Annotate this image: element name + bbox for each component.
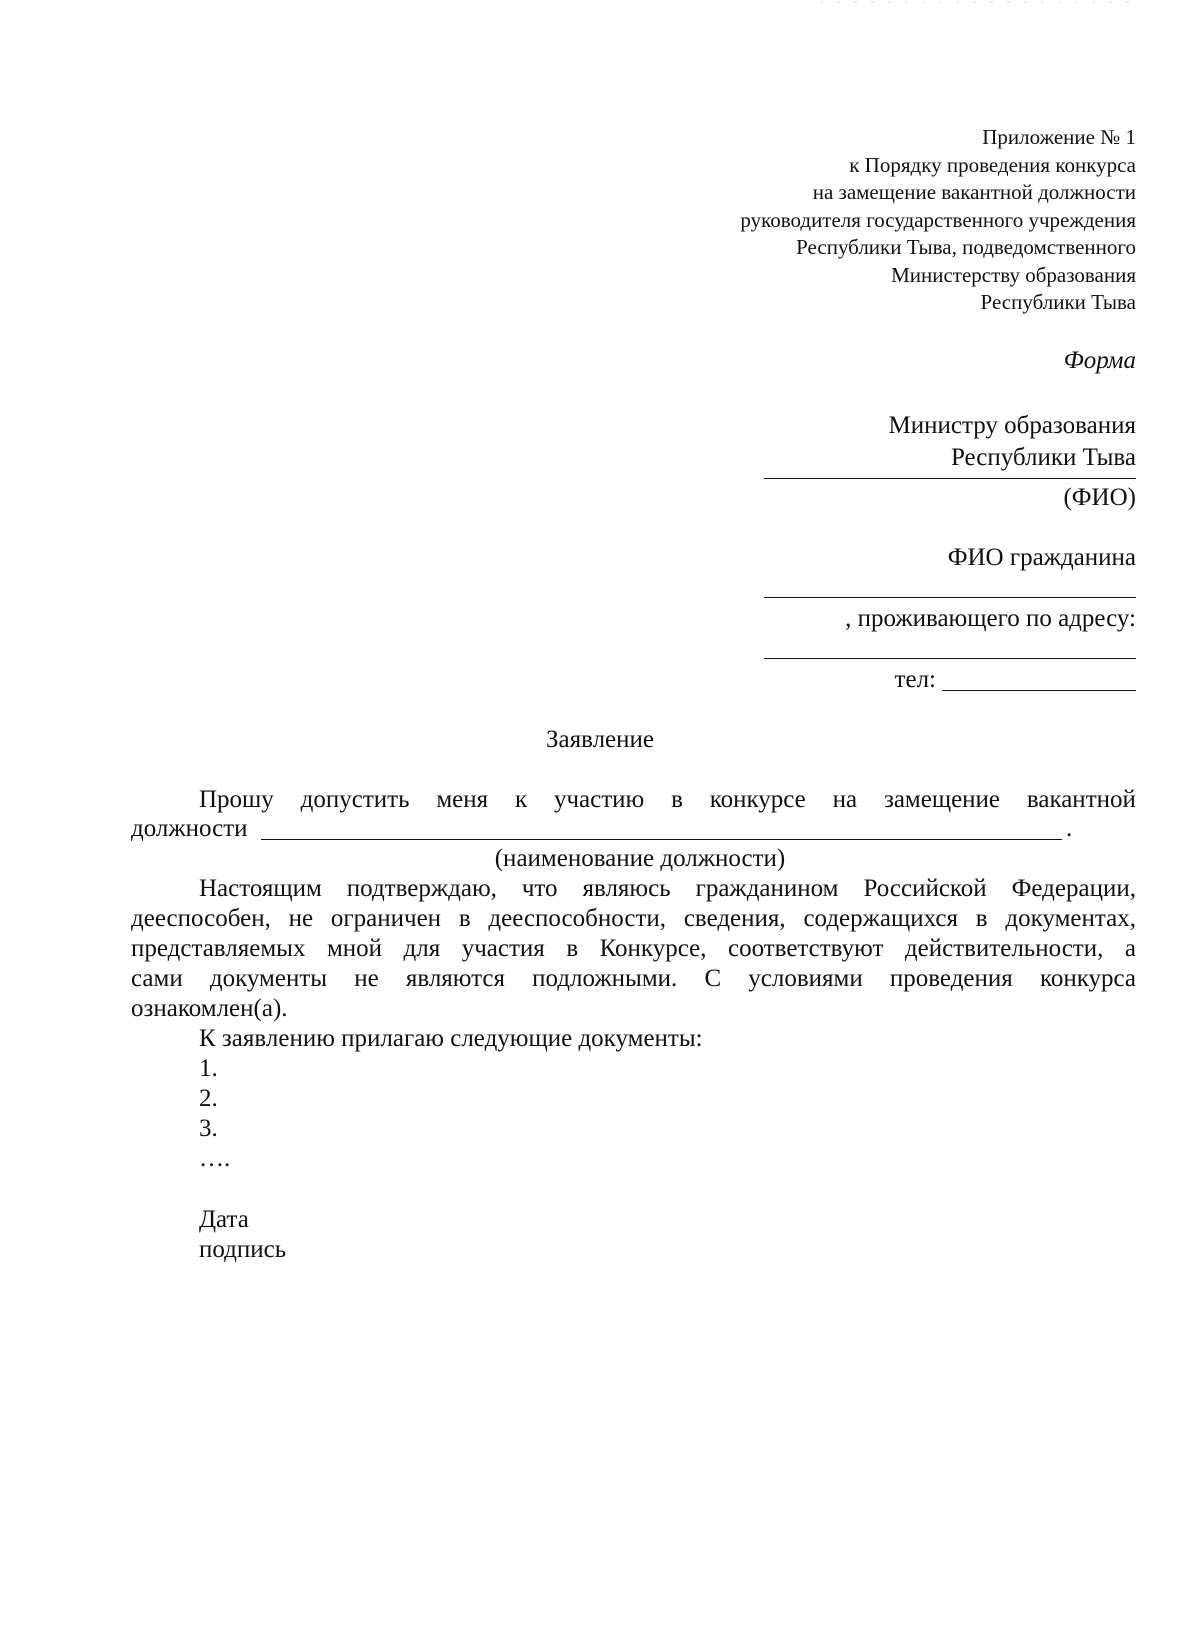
- document-title: Заявление: [545, 726, 655, 753]
- phone-blank-line: [942, 690, 1136, 691]
- confirmation-word: для: [403, 935, 441, 962]
- fio-caption: (ФИО): [1063, 484, 1136, 511]
- confirmation-word: документах,: [1005, 905, 1136, 932]
- citizen-fio-label: ФИО гражданина: [947, 544, 1136, 571]
- attachment-item: 1.: [199, 1055, 218, 1082]
- appendix-line: Республики Тыва: [980, 290, 1136, 314]
- scan-artifact: [820, 0, 1140, 6]
- confirmation-line: [131, 905, 1136, 933]
- phone-label: тел:: [894, 666, 936, 693]
- confirmation-word: Настоящим: [199, 875, 322, 902]
- addressee-line-1: Министру образования: [888, 412, 1136, 439]
- position-blank-line: [261, 839, 1062, 840]
- confirmation-word: гражданином: [695, 875, 839, 902]
- attachment-item: 3.: [199, 1115, 218, 1142]
- confirmation-line: [131, 935, 1136, 963]
- confirmation-word: С: [704, 965, 722, 992]
- address-blank-line: [764, 658, 1136, 659]
- appendix-line: к Порядку проведения конкурса: [849, 152, 1136, 177]
- confirmation-word: не: [354, 965, 379, 992]
- date-label: Дата: [199, 1206, 249, 1233]
- confirmation-word: соответствуют: [727, 935, 884, 962]
- position-end-mark: .: [1066, 815, 1073, 842]
- request-word: на: [832, 786, 858, 813]
- request-word: в: [671, 786, 683, 813]
- signature-label: подпись: [199, 1236, 287, 1263]
- confirmation-word: ограничен: [330, 905, 442, 932]
- confirmation-word: дееспособности,: [488, 905, 667, 932]
- confirmation-word: содержащихся: [803, 905, 959, 932]
- confirmation-word: в: [566, 935, 579, 962]
- request-word: замещение: [883, 786, 1001, 813]
- request-word: меня: [436, 786, 489, 813]
- confirmation-word: сведения,: [683, 905, 786, 932]
- confirmation-word: Конкурсе,: [599, 935, 707, 962]
- request-word: Прошу: [199, 786, 274, 813]
- addressee-line-2: Республики Тыва: [950, 444, 1136, 471]
- confirmation-word: являются: [405, 965, 505, 992]
- confirmation-word: условиями: [748, 965, 863, 992]
- confirmation-word: являюсь: [582, 875, 671, 902]
- confirmation-word: а: [1124, 935, 1136, 962]
- addressee-block: [889, 410, 1137, 474]
- request-word: конкурсе: [709, 786, 806, 813]
- position-label: должности: [131, 815, 248, 842]
- appendix-line: Министерству образования: [891, 262, 1136, 287]
- appendix-line: руководителя государственного учреждения: [740, 207, 1136, 232]
- confirmation-line: [199, 875, 1136, 903]
- confirmation-line: [131, 965, 1136, 993]
- confirmation-word: мной: [326, 935, 383, 962]
- request-word: допустить: [300, 786, 410, 813]
- confirmation-word: подтверждаю,: [346, 875, 497, 902]
- confirmation-last-line: ознакомлен(а).: [131, 995, 288, 1022]
- position-caption: (наименование должности): [494, 845, 786, 872]
- confirmation-word: в: [458, 905, 471, 932]
- appendix-line: Республики Тыва, подведомственного: [796, 235, 1136, 259]
- attachments-intro: К заявлению прилагаю следующие документы:: [199, 1025, 703, 1052]
- request-line: [199, 786, 1136, 814]
- citizen-fio-blank-line: [764, 597, 1136, 598]
- confirmation-word: сами: [131, 965, 183, 992]
- confirmation-word: конкурса: [1039, 965, 1136, 992]
- request-word: вакантной: [1026, 786, 1136, 813]
- confirmation-word: действительности,: [904, 935, 1104, 962]
- confirmation-word: Российской: [863, 875, 987, 902]
- confirmation-word: не: [288, 905, 314, 932]
- confirmation-word: что: [521, 875, 558, 902]
- appendix-line: на замещение вакантной должности: [812, 180, 1136, 204]
- appendix-header: [536, 124, 1136, 317]
- confirmation-word: документы: [209, 965, 328, 992]
- confirmation-word: Федерации,: [1011, 875, 1136, 902]
- appendix-line: Приложение № 1: [982, 125, 1136, 149]
- confirmation-word: дееспособен,: [131, 905, 271, 932]
- fio-blank-line: [764, 478, 1136, 479]
- attachment-item: 2.: [199, 1085, 218, 1112]
- confirmation-word: подложными.: [532, 965, 678, 992]
- form-label: Форма: [1063, 347, 1136, 374]
- attachment-item: ….: [199, 1145, 231, 1172]
- request-word: участию: [553, 786, 645, 813]
- request-word: к: [514, 786, 528, 813]
- confirmation-word: проведения: [889, 965, 1013, 992]
- confirmation-word: участия: [461, 935, 545, 962]
- confirmation-word: представляемых: [131, 935, 306, 962]
- confirmation-word: в: [975, 905, 988, 932]
- address-label: , проживающего по адресу:: [845, 605, 1136, 632]
